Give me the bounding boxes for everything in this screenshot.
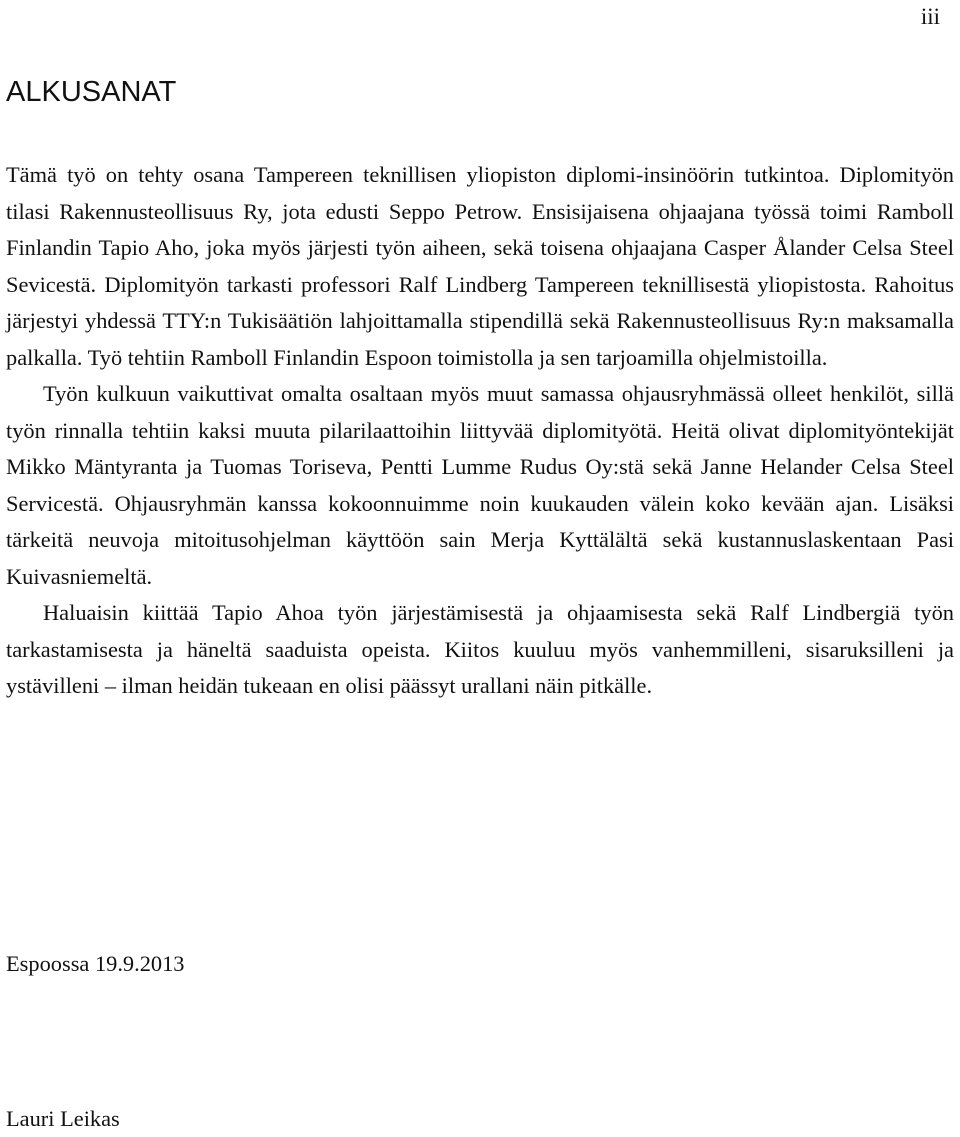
paragraph-2: Työn kulkuun vaikuttivat omalta osaltaan myös muut samassa ohjausryhmässä olleet henkilöt, sillä työn rinnalla tehtiin kaksi muuta pilarilaattoihin liittyvää diplomityötä. Heitä olivat diplomityöntekijät Mikko Mäntyranta ja Tuomas Toriseva, Pentti Lumme Rudus Oy:stä sekä Janne Helander Celsa Steel Servicestä. Ohjausryhmän kanssa kokoonnuimme noin kuukauden välein koko kevään ajan. Lisäksi tärkeitä neuvoja mitoitusohjelman käyttöön sain Merja Kyttälältä sekä kustannuslaskentaan Pasi Kuivasniemeltä. <box>6 381 954 589</box>
body-text <box>6 157 954 705</box>
paragraph-1: Tämä työ on tehty osana Tampereen teknillisen yliopiston diplomi-insinöörin tutkintoa. Diplomityön tilasi Rakennusteollisuus Ry, jota edusti Seppo Petrow. Ensisijaisena ohjaajana työssä toimi Ramboll Finlandin Tapio Aho, joka myös järjesti työn aiheen, sekä toisena ohjaajana Casper Ålander Celsa Steel Sevicestä. Diplomityön tarkasti professori Ralf Lindberg Tampereen teknillisestä yliopistosta. Rahoitus järjestyi yhdessä TTY:n Tukisäätiön lahjoittamalla stipendillä sekä Rakennusteollisuus Ry:n maksamalla palkalla. Työ tehtiin Ramboll Finlandin Espoon toimistolla ja sen tarjoamilla ohjelmistoilla. <box>6 162 954 370</box>
place-date: Espoossa 19.9.2013 <box>6 951 185 976</box>
page-number: iii <box>920 4 940 29</box>
author-name: Lauri Leikas <box>6 1106 120 1131</box>
section-heading: ALKUSANAT <box>6 76 177 108</box>
paragraph-3: Haluaisin kiittää Tapio Ahoa työn järjestämisestä ja ohjaamisesta sekä Ralf Lindbergiä työn tarkastamisesta ja häneltä saaduista opeista. Kiitos kuuluu myös vanhemmilleni, sisaruksilleni ja ystävilleni – ilman heidän tukeaan en olisi päässyt urallani näin pitkälle. <box>6 600 954 698</box>
